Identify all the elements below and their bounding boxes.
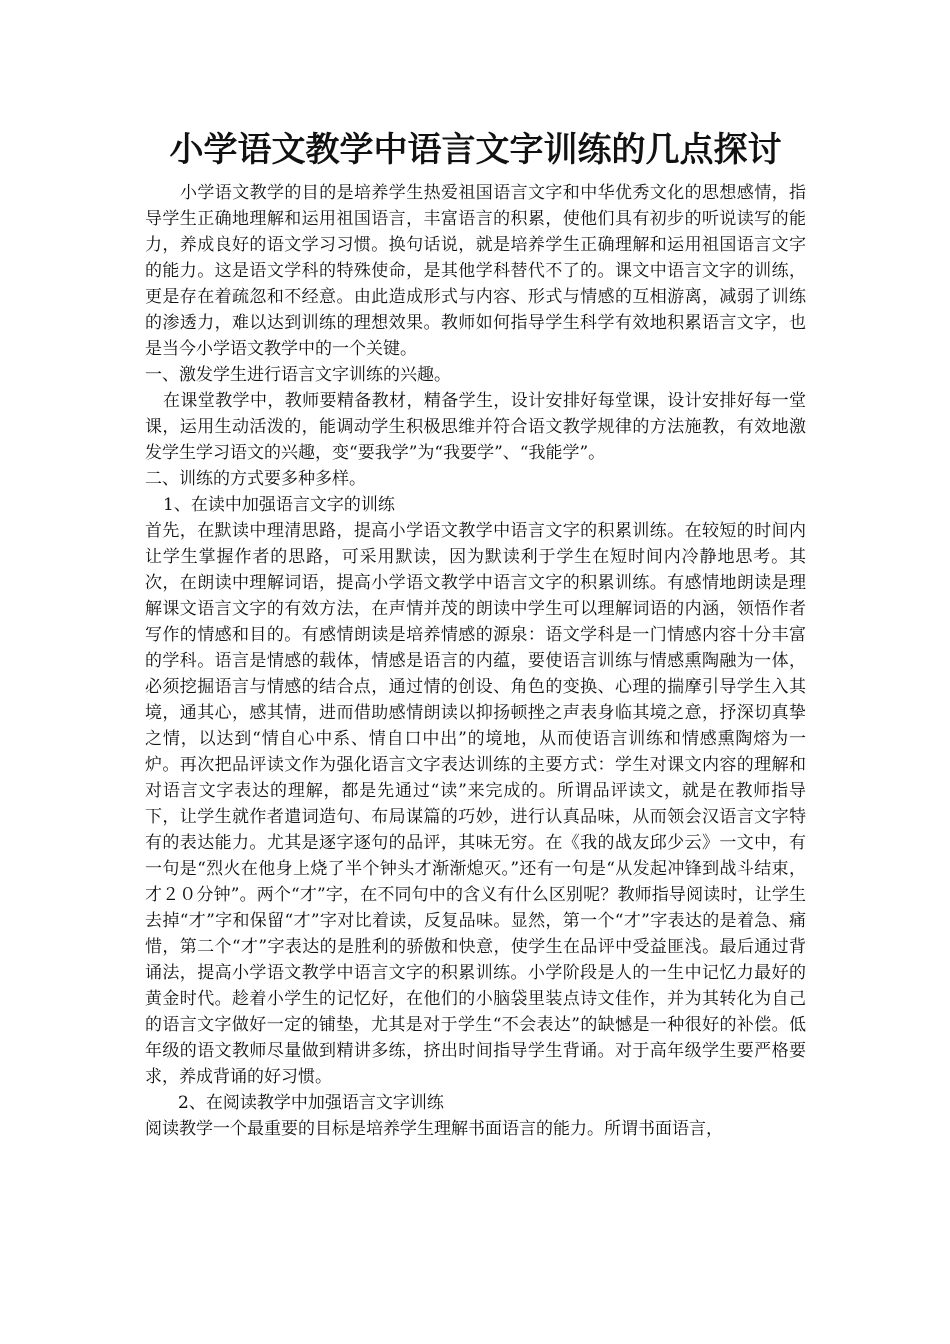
subsection-heading-2: 2、在阅读教学中加强语言文字训练 bbox=[178, 1093, 444, 1113]
document-title: 小学语文教学中语言文字训练的几点探讨 bbox=[169, 130, 782, 170]
section-heading-2: 二、训练的方式要多种多样。 bbox=[145, 469, 366, 489]
subsection-2-paragraph: 阅读教学一个最重要的目标是培养学生理解书面语言的能力。所谓书面语言， bbox=[145, 1119, 723, 1139]
subsection-1-paragraph: 首先，在默读中理清思路，提高小学语文教学中语言文字的积累训练。在较短的时间内让学生掌握作者的思路，可采用默读，因为默读利于学生在短时间内冷静地思考。其次，在朗读中理解词语，提高小学语文教学中语言文字的积累训练。有感情地朗读是理解课文语言文字的有效方法，在声情并茂的朗读中学生可以理解词语的内涵，领悟作者写作的情感和目的。有感情朗读是培养情感的源泉：语文学科是一门情感内容十分丰富的学科。语言是情感的载体，情感是语言的内蕴，要使语言训练与情感熏陶融为一体，必须挖掘语言与情感的结合点，通过情的创设、角色的变换、心理的揣摩引导学生入其境，通其心，感其情，进而借助感情朗读以抑扬顿挫之声表身临其境之意，抒深切真挚之情，以达到“情自心中系、情自口中出”的境地，从而使语言训练和情感熏陶熔为一炉。再次把品评读文作为强化语言文字表达训练的主要方式：学生对课文内容的理解和对语言文字表达的理解，都是先通过“读”来完成的。所谓品评读文，就是在教师指导下，让学生就作者遣词造句、布局谋篇的巧妙，进行认真品味，从而领会汉语言文字特有的表达能力。尤其是逐字逐句的品评，其味无穷。在《我的战友邱少云》一文中，有一句是“烈火在他身上烧了半个钟头才渐渐熄灭。”还有一句是“从发起冲锋到战斗结束，才２０分钟”。两个“才”字，在不同句中的含义有什么区别呢？教师指导阅读时，让学生去掉“才”字和保留“才”字对比着读，反复品味。显然，第一个“才”字表达的是着急、痛惜，第二个“才”字表达的是胜利的骄傲和快意，使学生在品评中受益匪浅。最后通过背诵法，提高小学语文教学中语言文字的积累训练。小学阶段是人的一生中记忆力最好的黄金时代。趁着小学生的记忆好，在他们的小脑袋里装点诗文佳作，并为其转化为自己的语言文字做好一定的铺垫，尤其是对于学生“不会表达”的缺憾是一种很好的补偿。低年级的语文教师尽量做到精讲多练，挤出时间指导学生背诵。对于高年级学生要严格要求，养成背诵的好习惯。 bbox=[145, 521, 806, 1087]
document-page bbox=[145, 126, 806, 1142]
section-1-paragraph: 在课堂教学中，教师要精备教材，精备学生，设计安排好每堂课，设计安排好每一堂课，运用生动活泼的，能调动学生积极思维并符合语文教学规律的方法施教，有效地激发学生学习语文的兴趣，变“要我学”为“我要学”、“我能学”。 bbox=[145, 391, 806, 463]
section-heading-1: 一、激发学生进行语言文字训练的兴趣。 bbox=[145, 365, 451, 385]
intro-paragraph: 小学语文教学的目的是培养学生热爱祖国语言文字和中华优秀文化的思想感情，指导学生正确地理解和运用祖国语言，丰富语言的积累，使他们具有初步的听说读写的能力，养成良好的语文学习习惯。换句话说，就是培养学生正确理解和运用祖国语言文字的能力。这是语文学科的特殊使命，是其他学科替代不了的。课文中语言文字的训练，更是存在着疏忽和不经意。由此造成形式与内容、形式与情感的互相游离，减弱了训练的渗透力，难以达到训练的理想效果。教师如何指导学生科学有效地积累语言文字，也是当今小学语文教学中的一个关键。 bbox=[145, 183, 806, 359]
subsection-heading-1: 1、在读中加强语言文字的训练 bbox=[163, 495, 395, 515]
